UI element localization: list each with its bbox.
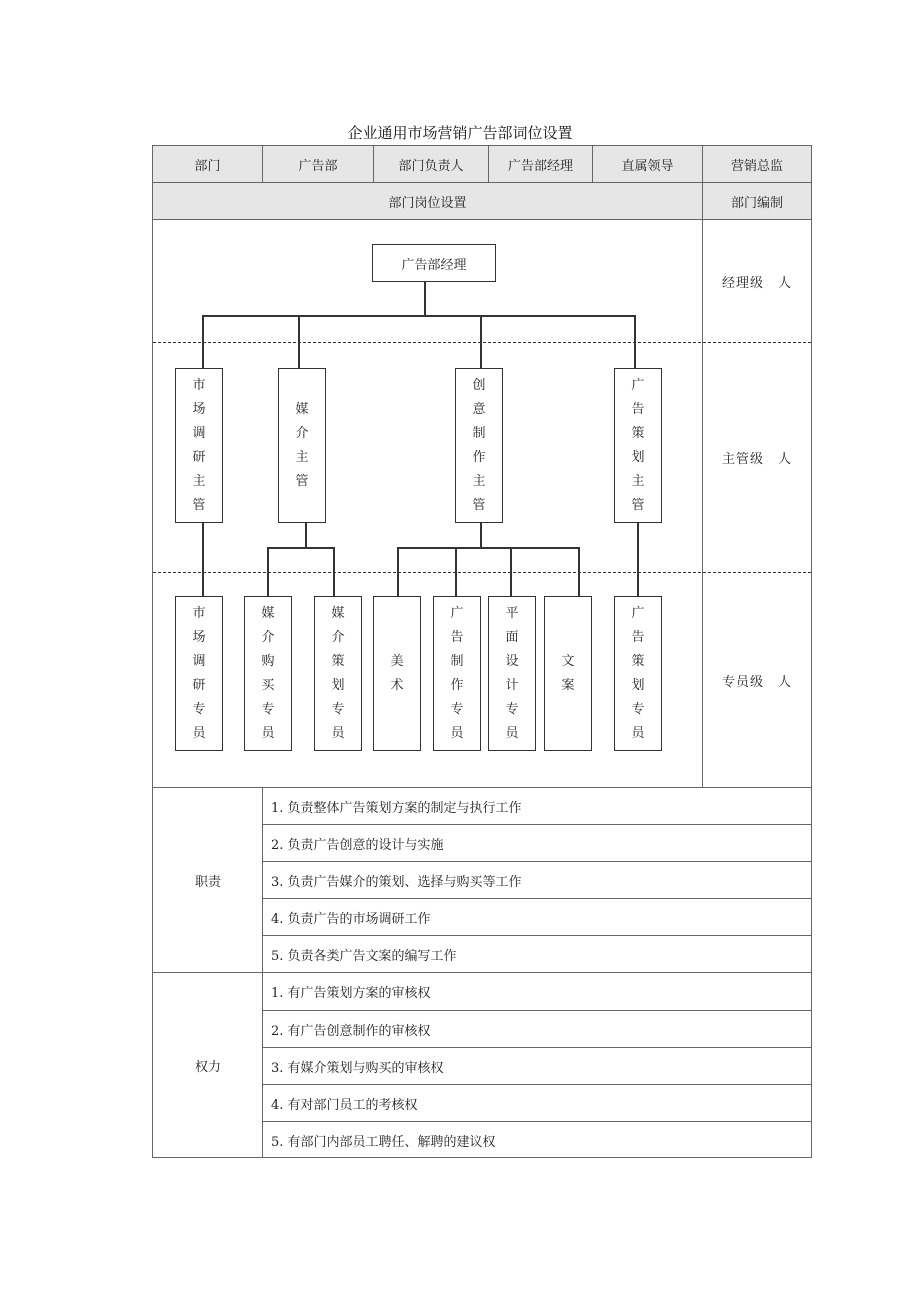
page-title: 企业通用市场营销广告部词位设置 (347, 124, 573, 142)
duty-item: 4. 负责广告的市场调研工作 (271, 912, 431, 927)
authority-item: 1. 有广告策划方案的审核权 (271, 986, 431, 1001)
org-node-manager: 广告部经理 (372, 244, 496, 282)
org-node-specialist: 文案 (544, 596, 592, 751)
duty-item: 1. 负责整体广告策划方案的制定与执行工作 (271, 801, 522, 816)
org-connector (480, 315, 482, 368)
org-connector (397, 547, 399, 596)
org-connector (510, 547, 512, 596)
org-node-specialist: 平面设计专员 (488, 596, 536, 751)
org-connector (333, 547, 335, 596)
duties-label: 职责 (194, 874, 221, 890)
authority-item: 3. 有媒介策划与购买的审核权 (271, 1061, 444, 1076)
superior-value: 营销总监 (703, 146, 811, 183)
authority-item: 4. 有对部门员工的考核权 (271, 1098, 418, 1113)
org-connector (202, 315, 204, 368)
org-node-specialist: 媒介策划专员 (314, 596, 362, 751)
org-connector (202, 315, 636, 317)
positions-label: 部门岗位设置 (153, 183, 703, 220)
org-connector (480, 523, 482, 548)
org-connector (298, 315, 300, 368)
level-specialist: 专员级 人 (721, 674, 792, 690)
authority-item: 2. 有广告创意制作的审核权 (271, 1024, 431, 1039)
level-supervisor: 主管级 人 (721, 451, 792, 467)
head-label: 部门负责人 (374, 146, 489, 183)
org-connector (637, 523, 639, 596)
superior-label: 直属领导 (593, 146, 703, 183)
level-manager: 经理级 人 (721, 275, 792, 291)
org-connector (455, 547, 457, 596)
position-table (152, 145, 812, 1158)
duty-item: 2. 负责广告创意的设计与实施 (271, 838, 444, 853)
org-node-supervisor: 媒介主管 (278, 368, 326, 523)
org-connector (267, 547, 334, 549)
org-connector (634, 315, 636, 368)
staffing-label: 部门编制 (703, 183, 811, 220)
org-connector (202, 523, 204, 596)
duty-item: 5. 负责各类广告文案的编写工作 (271, 948, 457, 964)
org-connector (397, 547, 579, 549)
org-connector (267, 547, 269, 596)
org-node-specialist: 美术 (373, 596, 421, 751)
org-node-supervisor: 市场调研主管 (175, 368, 223, 523)
authority-item: 5. 有部门内部员工聘任、解聘的建议权 (271, 1134, 496, 1150)
org-node-specialist: 市场调研专员 (175, 596, 223, 751)
org-connector (305, 523, 307, 548)
org-node-specialist: 广告制作专员 (433, 596, 481, 751)
org-node-supervisor: 创意制作主管 (455, 368, 503, 523)
org-node-specialist: 广告策划专员 (614, 596, 662, 751)
org-node-supervisor: 广告策划主管 (614, 368, 662, 523)
org-connector (424, 282, 426, 316)
head-value: 广告部经理 (489, 146, 593, 183)
authority-label: 权力 (194, 1060, 221, 1075)
dept-value: 广告部 (263, 146, 374, 183)
dept-label: 部门 (153, 146, 263, 183)
org-node-specialist: 媒介购买专员 (244, 596, 292, 751)
duty-item: 3. 负责广告媒介的策划、选择与购买等工作 (271, 875, 522, 890)
org-connector (578, 547, 580, 596)
